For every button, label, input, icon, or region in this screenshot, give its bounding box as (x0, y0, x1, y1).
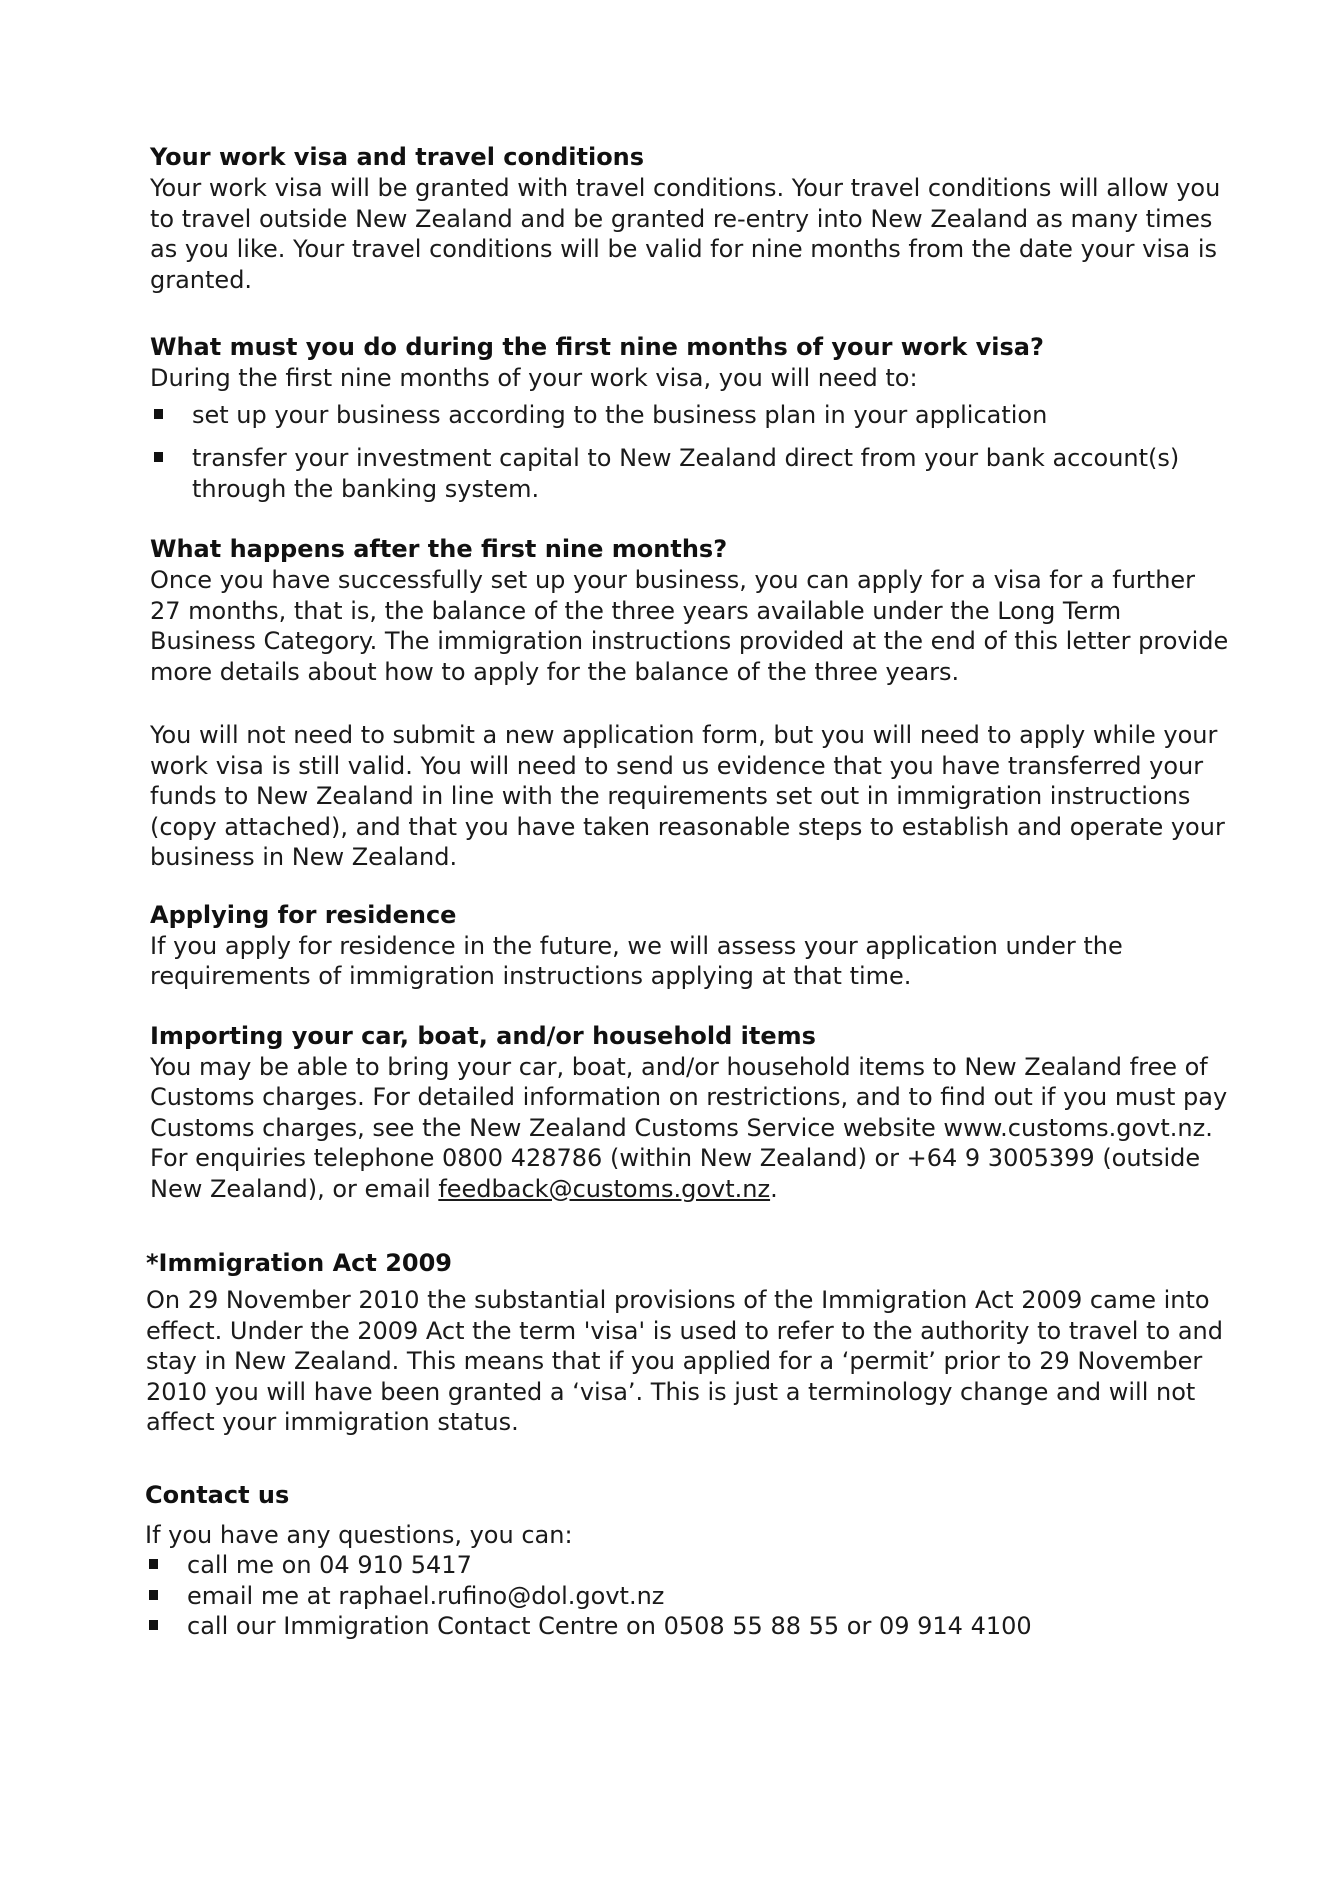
list-item-text: call me on 04 910 5417 (187, 1551, 472, 1579)
letter-page (145, 142, 1230, 1642)
section-paragraph: Your work visa will be granted with travel conditions. Your travel conditions will allow you to travel outside New Zealand and be granted re-entry into New Zealand as many times as you like. Your travel conditions will be valid for nine months from the date your visa is granted. (150, 174, 1221, 294)
section-paragraph: Once you have successfully set up your business, you can apply for a visa for a further 27 months, that is, the balance of the three years available under the Long Term Business Category. The immigration instructions provided at the end of this letter provide more details about how to apply for the balance of the three years. (150, 566, 1229, 686)
list-item (145, 1581, 1230, 1612)
requirements-list (150, 400, 1230, 505)
section-work-visa-travel-conditions (150, 142, 1230, 295)
list-item-text: call our Immigration Contact Centre on 0508 55 88 55 or 09 914 4100 (187, 1612, 1032, 1640)
customs-text: You may be able to bring your car, boat, and/or household items to New Zealand free of Customs charges. For detailed information on restrictions, and to find out if you must pay Customs charges, see the New Zealand Customs Service website www.customs.govt.nz. For enquiries telephone 0800 428786 (within New Zealand) or +64 9 3005399 (outside New Zealand), or email (150, 1052, 1228, 1203)
section-heading: *Immigration Act 2009 (146, 1249, 452, 1277)
list-item-text: set up your business according to the business plan in your application (192, 400, 1048, 429)
bullet-icon (149, 1559, 158, 1569)
contact-list (145, 1550, 1230, 1642)
section-paragraph (150, 1052, 1230, 1205)
list-item (145, 1550, 1230, 1581)
section-intro: If you have any questions, you can: (145, 1520, 573, 1549)
section-heading: Contact us (145, 1480, 290, 1509)
list-item (145, 1611, 1230, 1642)
section-first-nine-months (150, 332, 1230, 504)
section-contact-us (145, 1480, 1230, 1642)
bullet-icon (154, 452, 163, 462)
section-heading: Your work visa and travel conditions (150, 143, 645, 171)
section-paragraph: You will not need to submit a new application form, but you will need to apply while your work visa is still valid. You will need to send us evidence that you have transferred your funds to New Zealand in line with the requirements set out in immigration instructions (copy attached), and that you have taken reasonable steps to establish and operate your business in New Zealand. (150, 721, 1225, 871)
bullet-icon (154, 409, 163, 419)
section-heading: Applying for residence (150, 900, 457, 929)
section-paragraph: On 29 November 2010 the substantial provisions of the Immigration Act 2009 came into effect. Under the 2009 Act the term 'visa' is used to refer to the authority to travel to and stay in New Zealand. This means that if you applied for a ‘permit’ prior to 29 November 2010 you will have been granted a ‘visa’. This is just a terminology change and will not affect your immigration status. (146, 1286, 1223, 1436)
section-paragraph: If you apply for residence in the future, we will assess your application under the requirements of immigration instructions applying at that time. (150, 931, 1123, 990)
list-item (150, 443, 1230, 504)
section-heading: What happens after the first nine months? (150, 535, 728, 563)
list-item-text: email me at raphael.rufino@dol.govt.nz (187, 1581, 665, 1610)
bullet-icon (149, 1590, 158, 1600)
section-importing-items (150, 1021, 1230, 1205)
section-applying-for-residence (150, 900, 1230, 992)
bullet-icon (149, 1620, 158, 1630)
customs-email-link[interactable]: feedback@customs.govt.nz (438, 1174, 771, 1203)
list-item-text: transfer your investment capital to New Zealand direct from your bank account(s) through the banking system. (192, 444, 1180, 503)
section-heading: Importing your car, boat, and/or household items (150, 1021, 816, 1050)
list-item (150, 400, 1230, 431)
section-intro: During the first nine months of your work visa, you will need to: (150, 364, 918, 392)
customs-text-end: . (770, 1174, 778, 1203)
section-heading: What must you do during the first nine months of your work visa? (150, 333, 1044, 361)
section-after-nine-months (150, 534, 1230, 873)
section-immigration-act (146, 1248, 1230, 1438)
